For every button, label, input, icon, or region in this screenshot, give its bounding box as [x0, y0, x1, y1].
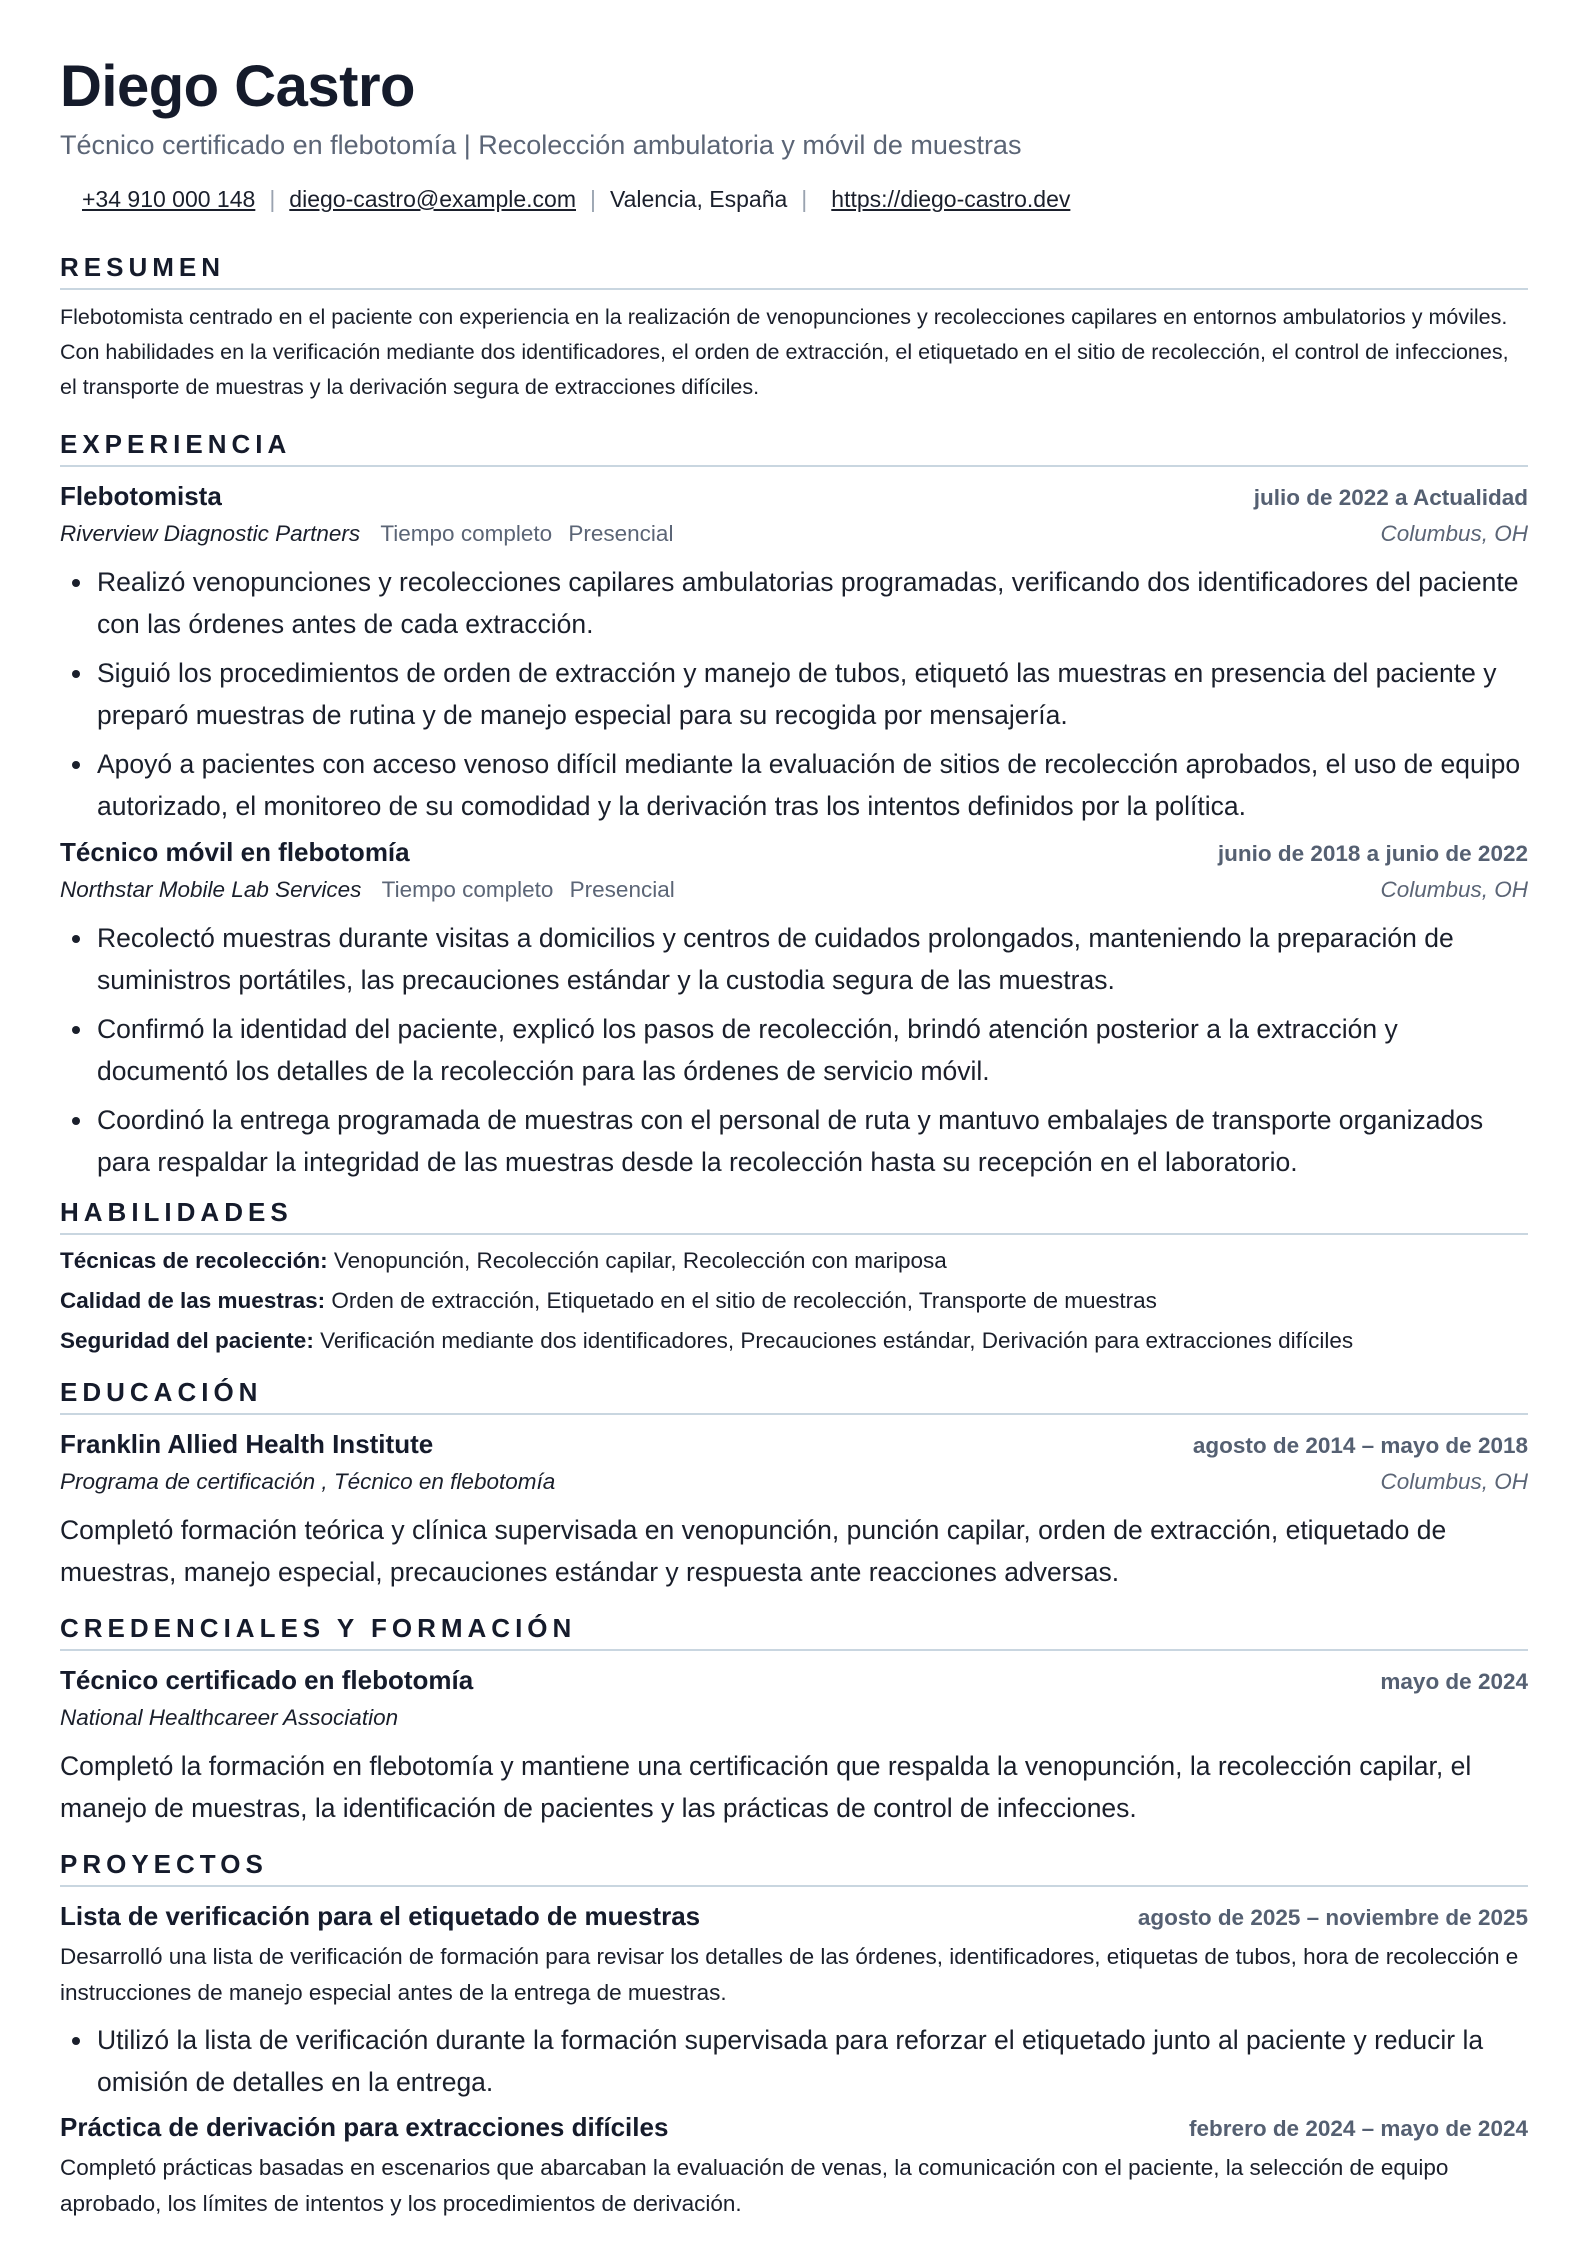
list-item: • Realizó venopunciones y recolecciones capilares ambulatorias programadas, verificando dos identificadores del paciente con las órdenes antes de cada extracción. — [95, 561, 1528, 645]
section-title-education: EDUCACIÓN — [60, 1377, 1528, 1415]
education-dates: agosto de 2014 – mayo de 2018 — [1192, 1433, 1528, 1458]
project-dates: febrero de 2024 – mayo de 2024 — [1189, 2116, 1528, 2141]
credential-date: mayo de 2024 — [1380, 1669, 1528, 1694]
project-bullets — [60, 2019, 1528, 2103]
list-item: • Utilizó la lista de verificación durante la formación supervisada para reforzar el etiquetado junto al paciente y reducir la omisión de detalles en la entrega. — [95, 2019, 1528, 2103]
credential-issuer: National Healthcareer Association — [60, 1705, 399, 1730]
job-bullets — [60, 561, 1528, 827]
project-entry — [60, 1899, 1528, 2103]
separator: | — [269, 186, 276, 212]
section-title-projects: PROYECTOS — [60, 1849, 1528, 1887]
job-location: Columbus, OH — [1380, 877, 1528, 902]
skill-label: Calidad de las muestras: — [60, 1288, 326, 1313]
list-item: • Recolectó muestras durante visitas a domicilios y centros de cuidados prolongados, manteniendo la preparación de suministros portátiles, las precauciones estándar y la custodia segura de las muestras. — [95, 917, 1528, 1001]
project-description: Completó prácticas basadas en escenarios que abarcaban la evaluación de venas, la comunicación con el paciente, la selección de equipo aprobado, los límites de intentos y los procedimientos de derivación. — [60, 2155, 1449, 2216]
skill-row — [60, 1241, 1528, 1281]
summary-text: Flebotomista centrado en el paciente con experiencia en la realización de venopunciones y recolecciones capilares en entornos ambulatorios y móviles. Con habilidades en la verificación mediante dos identificadores, el orden de extracción, el etiquetado en el sitio de recolección, el control de infecciones, el transporte de muestras y la derivación segura de extracciones difíciles. — [60, 305, 1509, 399]
experience-entry — [60, 479, 1528, 827]
separator: | — [590, 186, 596, 212]
education-location: Columbus, OH — [1380, 1469, 1528, 1494]
list-item: • Apoyó a pacientes con acceso venoso difícil mediante la evaluación de sitios de recolección aprobados, el uso de equipo autorizado, el monitoreo de su comodidad y la derivación tras los intentos definidos por la política. — [95, 743, 1528, 827]
email-link[interactable]: diego-castro@example.com — [289, 186, 576, 212]
education-entry — [60, 1427, 1528, 1593]
location-text: Valencia, España — [609, 186, 788, 212]
job-bullets — [60, 917, 1528, 1183]
candidate-name: Diego Castro — [60, 54, 415, 119]
job-location: Columbus, OH — [1380, 521, 1528, 546]
project-entry — [60, 2110, 1528, 2222]
skill-value: Venopunción, Recolección capilar, Recolección con mariposa — [333, 1248, 947, 1273]
section-title-summary: RESUMEN — [60, 252, 1528, 290]
separator: | — [801, 186, 808, 212]
work-mode: Presencial — [568, 521, 674, 546]
job-title: Técnico móvil en flebotomía — [60, 837, 410, 867]
credential-title: Técnico certificado en flebotomía — [60, 1665, 474, 1695]
job-title: Flebotomista — [60, 481, 222, 511]
skill-value: Verificación mediante dos identificadores, Precauciones estándar, Derivación para extracciones difíciles — [320, 1328, 1354, 1353]
employment-type: Tiempo completo — [381, 877, 554, 902]
skill-value: Orden de extracción, Etiquetado en el sitio de recolección, Transporte de muestras — [331, 1288, 1157, 1313]
section-title-experience: EXPERIENCIA — [60, 429, 1528, 467]
credential-entry — [60, 1663, 1528, 1829]
website-link[interactable]: https://diego-castro.dev — [831, 186, 1071, 212]
project-dates: agosto de 2025 – noviembre de 2025 — [1137, 1905, 1528, 1930]
contact-bar — [60, 184, 1528, 214]
credential-description: Completó la formación en flebotomía y mantiene una certificación que respalda la venopunción, la recolección capilar, el manejo de muestras, la identificación de pacientes y las prácticas de control de infecciones. — [60, 1751, 1472, 1823]
project-description: Desarrolló una lista de verificación de formación para revisar los detalles de las órdenes, identificadores, etiquetas de tubos, hora de recolección e instrucciones de manejo especial antes de la entrega de muestras. — [60, 1944, 1519, 2005]
job-dates: julio de 2022 a Actualidad — [1253, 485, 1528, 510]
skills-list — [60, 1241, 1528, 1361]
phone-link[interactable]: +34 910 000 148 — [82, 186, 256, 212]
school-name: Franklin Allied Health Institute — [60, 1429, 434, 1459]
list-item: • Confirmó la identidad del paciente, explicó los pasos de recolección, brindó atención posterior a la extracción y documentó los detalles de la recolección para las órdenes de servicio móvil. — [95, 1008, 1528, 1092]
employment-type: Tiempo completo — [380, 521, 553, 546]
work-mode: Presencial — [569, 877, 675, 902]
employer: Riverview Diagnostic Partners — [60, 521, 361, 546]
program-name: Programa de certificación , Técnico en flebotomía — [60, 1469, 556, 1494]
section-title-skills: HABILIDADES — [60, 1197, 1528, 1235]
list-item: • Siguió los procedimientos de orden de extracción y manejo de tubos, etiquetó las muestras en presencia del paciente y preparó muestras de rutina y de manejo especial para su recogida por mensajería. — [95, 652, 1528, 736]
skill-label: Seguridad del paciente: — [60, 1328, 314, 1353]
section-title-credentials: CREDENCIALES Y FORMACIÓN — [60, 1613, 1528, 1651]
list-item: • Coordinó la entrega programada de muestras con el personal de ruta y mantuvo embalajes de transporte organizados para respaldar la integridad de las muestras desde la recolección hasta su recepción en el laboratorio. — [95, 1099, 1528, 1183]
project-title: Práctica de derivación para extracciones difíciles — [60, 2112, 669, 2142]
skill-row — [60, 1281, 1528, 1321]
project-title: Lista de verificación para el etiquetado de muestras — [60, 1901, 701, 1931]
headline: Técnico certificado en flebotomía | Recolección ambulatoria y móvil de muestras — [60, 130, 1022, 160]
education-description: Completó formación teórica y clínica supervisada en venopunción, punción capilar, orden de extracción, etiquetado de muestras, manejo especial, precauciones estándar y respuesta ante reacciones adversas. — [60, 1515, 1447, 1587]
experience-entry — [60, 835, 1528, 1183]
job-dates: junio de 2018 a junio de 2022 — [1217, 841, 1528, 866]
skill-label: Técnicas de recolección: — [60, 1248, 328, 1273]
skill-row — [60, 1321, 1528, 1361]
employer: Northstar Mobile Lab Services — [60, 877, 362, 902]
